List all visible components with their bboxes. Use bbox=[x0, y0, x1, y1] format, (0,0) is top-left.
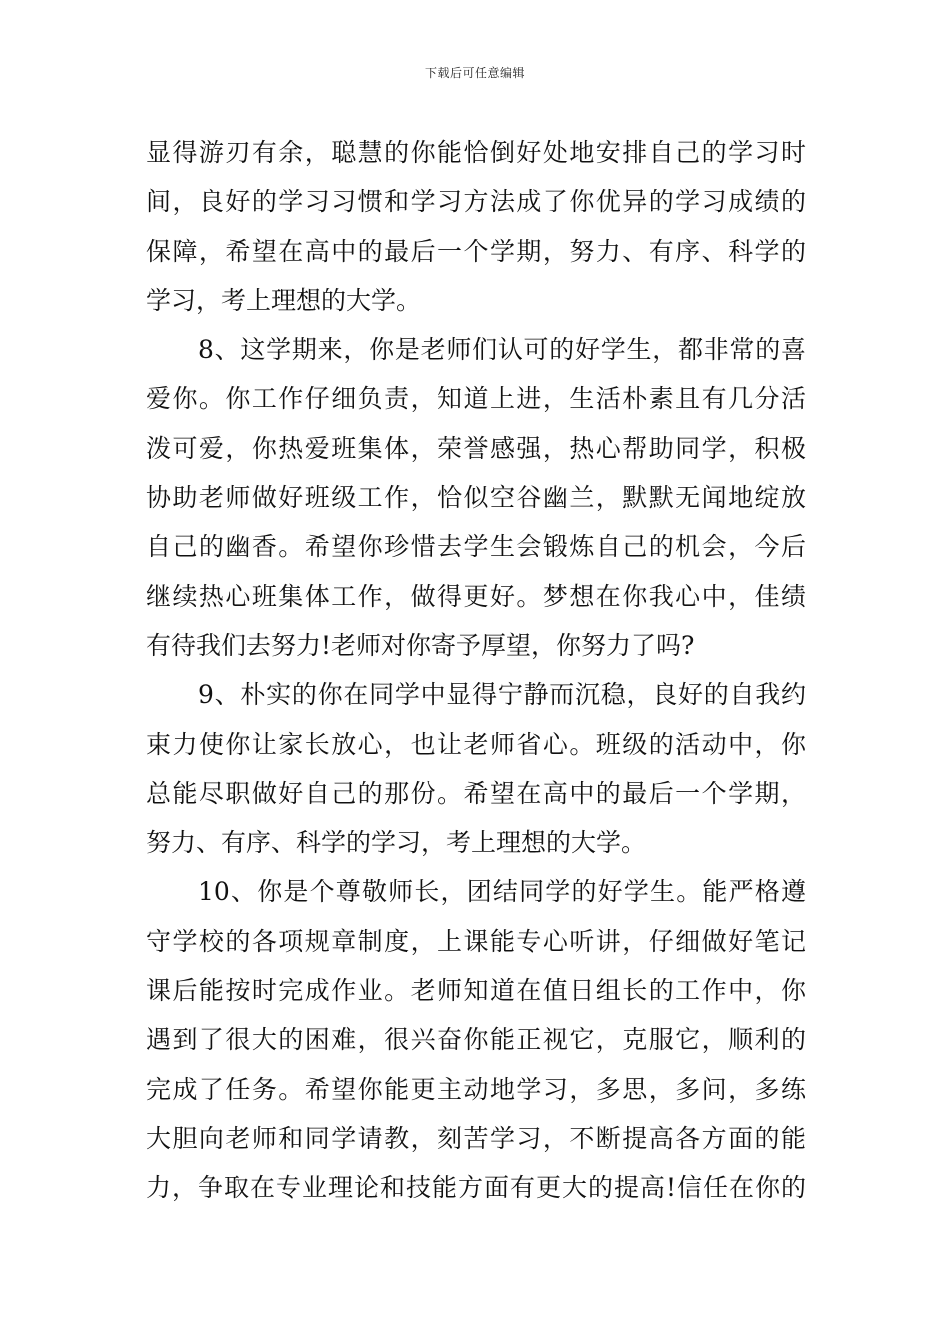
text-line: 显得游刃有余，聪慧的你能恰倒好处地安排自己的学习时 bbox=[146, 138, 806, 167]
text-line: 束力使你让家长放心，也让老师省心。班级的活动中，你 bbox=[146, 729, 806, 759]
text-line: 遇到了很大的困难，很兴奋你能正视它，克服它，顺利的 bbox=[146, 1025, 806, 1055]
text-line: 学习，考上理想的大学。 bbox=[146, 285, 422, 315]
text-line: 泼可爱，你热爱班集体，荣誉感强，热心帮助同学，积极 bbox=[146, 433, 806, 463]
text-line: 努力、有序、科学的学习，考上理想的大学。 bbox=[146, 828, 647, 858]
text-line: 总能尽职做好自己的那份。希望在高中的最后一个学期， bbox=[146, 778, 806, 808]
text-line: 爱你。你工作仔细负责，知道上进，生活朴素且有几分活 bbox=[146, 384, 806, 414]
text-line: 间，良好的学习习惯和学习方法成了你优异的学习成绩的 bbox=[146, 187, 806, 217]
text-line: 保障，希望在高中的最后一个学期，努力、有序、科学的 bbox=[146, 236, 806, 266]
text-line: 完成了任务。希望你能更主动地学习，多思，多问，多练 bbox=[146, 1074, 806, 1104]
text-line: 8、这学期来，你是老师们认可的好学生，都非常的喜 bbox=[198, 335, 806, 365]
text-line: 力，争取在专业理论和技能方面有更大的提高!信任在你的 bbox=[146, 1173, 806, 1203]
text-line: 有待我们去努力!老师对你寄予厚望，你努力了吗? bbox=[146, 630, 695, 660]
text-line: 9、朴实的你在同学中显得宁静而沉稳，良好的自我约 bbox=[198, 680, 806, 710]
text-line: 继续热心班集体工作，做得更好。梦想在你我心中，佳绩 bbox=[146, 581, 806, 611]
document-body bbox=[146, 128, 806, 1213]
text-line: 自己的幽香。希望你珍惜去学生会锻炼自己的机会，今后 bbox=[146, 532, 806, 562]
text-line: 协助老师做好班级工作，恰似空谷幽兰，默默无闻地绽放 bbox=[146, 483, 806, 513]
text-line: 10、你是个尊敬师长，团结同学的好学生。能严格遵 bbox=[198, 877, 806, 907]
page-header-note: 下载后可任意编辑 bbox=[424, 66, 525, 80]
text-line: 课后能按时完成作业。老师知道在值日组长的工作中，你 bbox=[146, 976, 806, 1006]
text-line: 大胆向老师和同学请教，刻苦学习，不断提高各方面的能 bbox=[146, 1123, 806, 1153]
text-line: 守学校的各项规章制度，上课能专心听讲，仔细做好笔记 bbox=[146, 926, 806, 956]
